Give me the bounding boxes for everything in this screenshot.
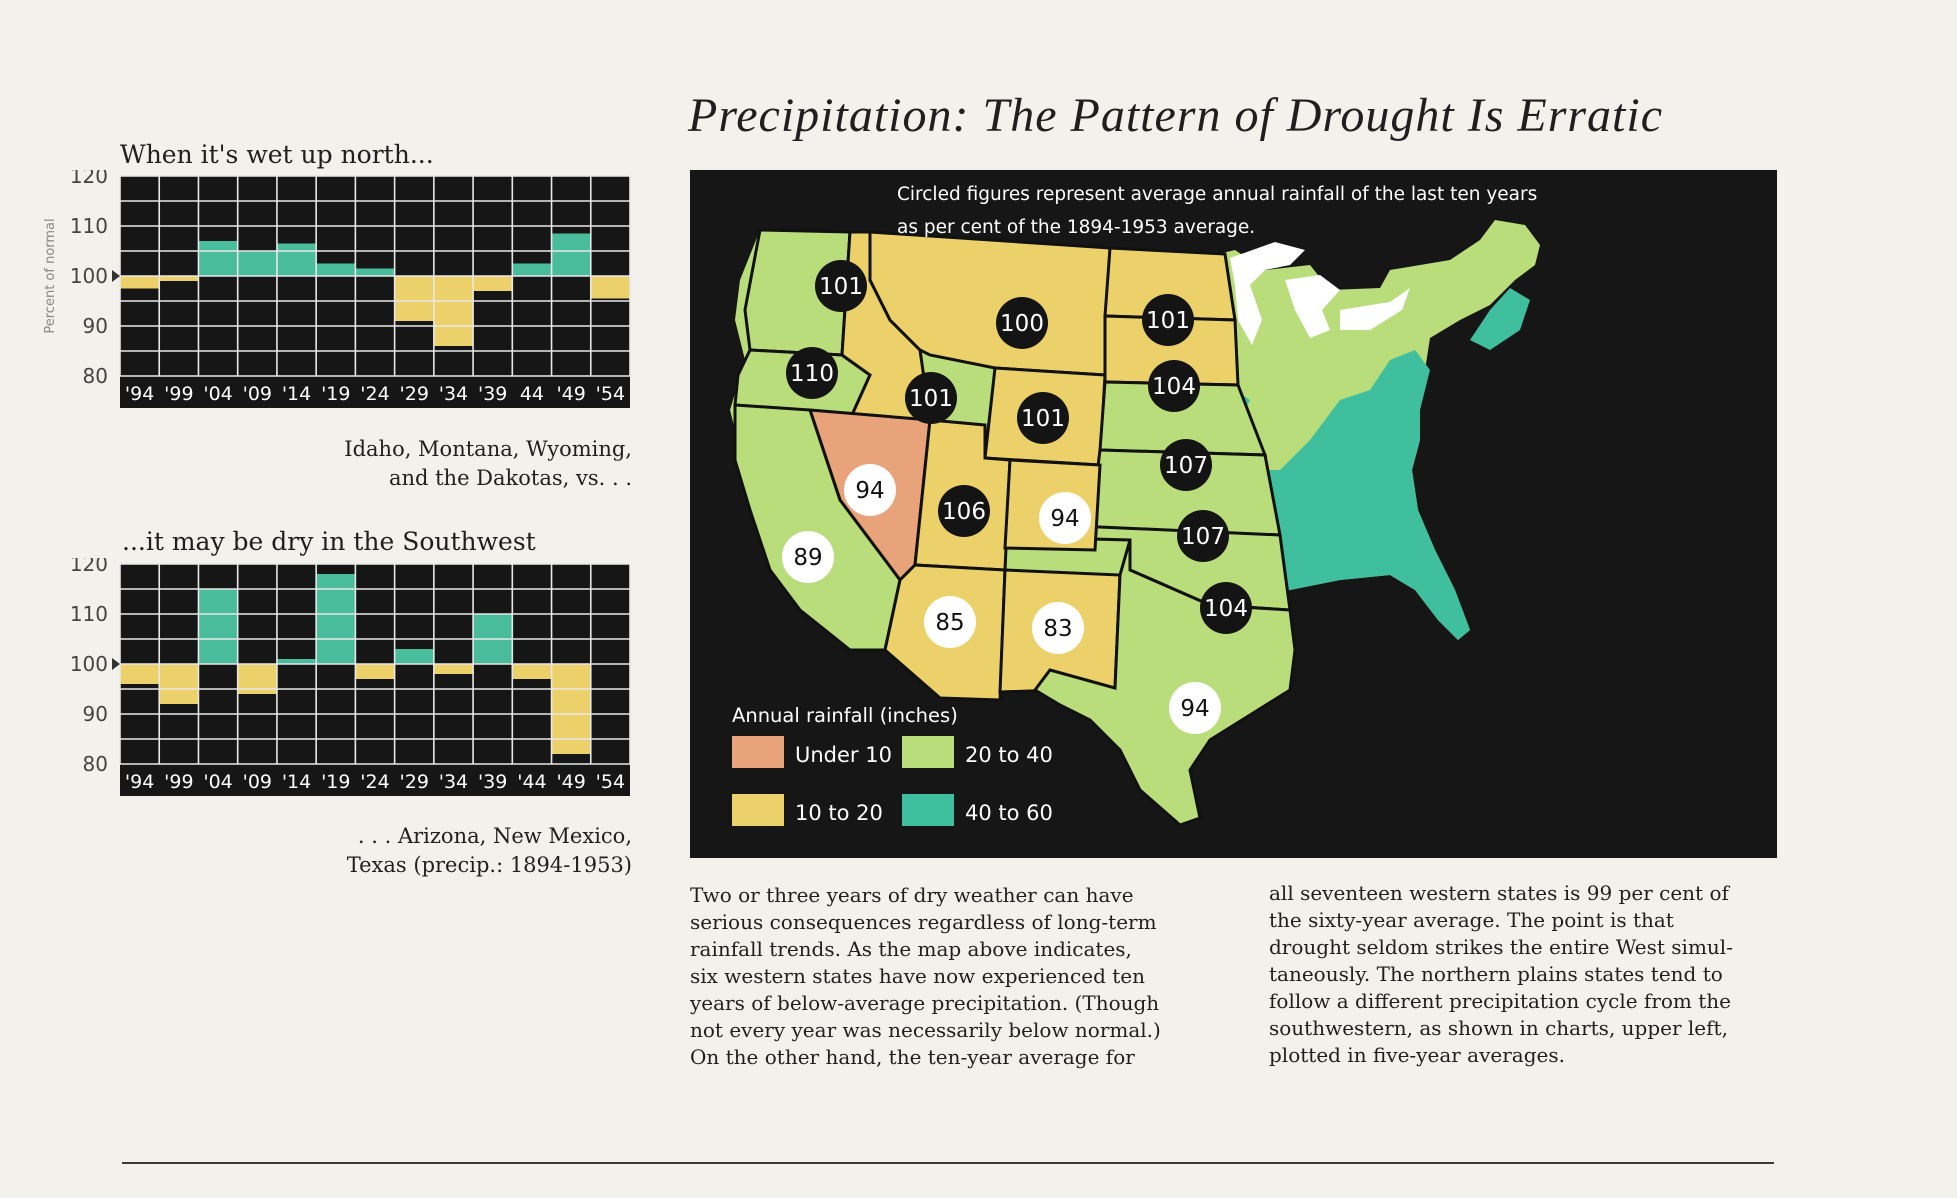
legend-swatch-20-40 — [902, 736, 954, 768]
chart-bar — [434, 276, 473, 346]
rainfall-map — [690, 170, 1777, 858]
legend-label-20-40: 20 to 40 — [965, 743, 1053, 767]
chart-southwest — [30, 558, 640, 820]
chart-y-tick-label: 80 — [82, 752, 108, 776]
chart-bar — [277, 244, 316, 277]
chart-x-tick-label: '14 — [281, 771, 312, 793]
chart-x-tick-label: '39 — [477, 771, 508, 793]
chart-x-tick-label: 44 — [519, 383, 545, 405]
legend-swatch-under-10 — [732, 736, 784, 768]
state-value-label: 94 — [855, 478, 885, 504]
legend-swatch-10-20 — [732, 794, 784, 826]
chart-bar — [238, 251, 277, 276]
chart-bar — [512, 264, 551, 277]
legend-title: Annual rainfall (inches) — [732, 704, 958, 727]
state-value-label: 107 — [1181, 524, 1225, 550]
map-note-line: Circled figures represent average annual rainfall of the last ten years — [897, 184, 1538, 205]
chart-x-tick-label: '99 — [164, 383, 194, 405]
chart-bar — [120, 276, 159, 289]
chart-y-tick-label: 80 — [82, 364, 108, 388]
body-line: plotted in five-year averages. — [1269, 1043, 1565, 1067]
chart-y-tick-label: 120 — [69, 558, 108, 576]
body-column-right — [1269, 880, 1783, 1069]
chart-north — [30, 170, 640, 430]
chart-x-tick-label: '54 — [595, 771, 626, 793]
body-line: On the other hand, the ten-year average for — [690, 1045, 1135, 1069]
chart-bar — [198, 589, 237, 664]
chart-1-heading: When it's wet up north... — [120, 140, 434, 169]
chart-bar — [591, 276, 630, 299]
body-line: years of below-average precipitation. (Though — [690, 991, 1160, 1015]
chart-1-caption — [344, 435, 632, 493]
legend-swatch-40-60 — [902, 794, 954, 826]
state-value-label: 83 — [1043, 616, 1073, 642]
body-line: Two or three years of dry weather can have — [690, 883, 1134, 907]
chart-x-tick-label: '24 — [360, 383, 390, 405]
chart-x-tick-label: '04 — [203, 383, 233, 405]
map-note-line: as per cent of the 1894-1953 average. — [897, 217, 1256, 238]
chart-x-tick-label: '34 — [438, 383, 469, 405]
legend-label-10-20: 10 to 20 — [795, 801, 883, 825]
chart-bar — [512, 664, 551, 679]
body-line: rainfall trends. As the map above indicates, — [690, 937, 1132, 961]
chart-1-caption-line: and the Dakotas, vs. . . — [388, 466, 632, 490]
baseline-marker-icon — [112, 270, 120, 282]
chart-bar — [316, 574, 355, 664]
body-line: not every year was necessarily below normal.) — [690, 1018, 1161, 1042]
chart-2-caption — [347, 822, 632, 880]
state-value-label: 101 — [909, 386, 953, 412]
chart-bar — [395, 276, 434, 321]
state-value-label: 101 — [1021, 406, 1065, 432]
state-value-label: 85 — [935, 610, 965, 636]
chart-x-tick-label: '29 — [399, 771, 429, 793]
chart-2-heading: ...it may be dry in the Southwest — [122, 527, 536, 556]
chart-x-tick-label: '09 — [242, 771, 273, 793]
chart-x-tick-label: '09 — [242, 383, 273, 405]
chart-x-tick-label: '19 — [321, 771, 351, 793]
chart-1-caption-line: Idaho, Montana, Wyoming, — [344, 437, 632, 461]
chart-bar — [355, 664, 394, 679]
state-value-label: 104 — [1152, 374, 1196, 400]
body-column-left — [690, 882, 1202, 1071]
chart-2-caption-line: Texas (precip.: 1894-1953) — [346, 853, 632, 877]
chart-x-tick-label: '49 — [556, 383, 586, 405]
bottom-rule — [122, 1162, 1774, 1164]
chart-x-tick-label: '94 — [124, 771, 155, 793]
chart-x-tick-label: '54 — [595, 383, 626, 405]
chart-2-caption-line: . . . Arizona, New Mexico, — [357, 824, 632, 848]
chart-x-tick-label: '19 — [321, 383, 351, 405]
page-title: Precipitation: The Pattern of Drought Is Erratic — [688, 89, 1664, 142]
chart-bar — [198, 241, 237, 276]
state-value-label: 100 — [1000, 311, 1044, 337]
state-value-label: 94 — [1180, 696, 1210, 722]
body-line: drought seldom strikes the entire West simul- — [1269, 935, 1733, 959]
state-value-label: 101 — [819, 274, 863, 300]
chart-y-tick-label: 90 — [82, 702, 108, 726]
chart-bar — [395, 649, 434, 664]
chart-x-tick-label: '99 — [164, 771, 194, 793]
body-line: follow a different precipitation cycle from the — [1269, 989, 1731, 1013]
chart-y-axis-label: Percent of normal — [43, 218, 58, 334]
chart-bar — [552, 234, 591, 277]
chart-y-tick-label: 100 — [69, 264, 108, 288]
chart-x-tick-label: '24 — [360, 771, 390, 793]
chart-bar — [434, 664, 473, 674]
chart-bar — [355, 269, 394, 277]
chart-x-tick-label: '44 — [517, 771, 547, 793]
chart-plot-background — [120, 176, 630, 408]
chart-y-tick-label: 90 — [82, 314, 108, 338]
chart-y-tick-label: 110 — [69, 602, 108, 626]
chart-x-tick-label: '49 — [556, 771, 586, 793]
state-value-label: 106 — [942, 499, 986, 525]
baseline-marker-icon — [112, 658, 120, 670]
chart-x-tick-label: '34 — [438, 771, 469, 793]
chart-x-tick-label: '94 — [124, 383, 155, 405]
body-line: southwestern, as shown in charts, upper left, — [1269, 1016, 1728, 1040]
chart-bar — [120, 664, 159, 684]
chart-x-tick-label: '04 — [203, 771, 233, 793]
state-value-label: 89 — [793, 545, 823, 571]
us-map-svg — [690, 170, 1777, 858]
body-line: six western states have now experienced ten — [690, 964, 1145, 988]
chart-bar — [552, 664, 591, 754]
chart-bar — [473, 276, 512, 291]
chart-bar — [159, 664, 198, 704]
state-value-label: 94 — [1050, 506, 1080, 532]
chart-x-tick-label: '14 — [281, 383, 312, 405]
state-value-label: 101 — [1146, 308, 1190, 334]
body-line: taneously. The northern plains states tend to — [1269, 962, 1723, 986]
chart-bar — [316, 264, 355, 277]
chart-y-tick-label: 120 — [69, 170, 108, 188]
state-value-label: 110 — [790, 361, 834, 387]
chart-x-tick-label: '29 — [399, 383, 429, 405]
legend-label-under-10: Under 10 — [795, 743, 892, 767]
body-line: all seventeen western states is 99 per cent of — [1269, 881, 1729, 905]
body-line: serious consequences regardless of long-term — [690, 910, 1157, 934]
chart-y-tick-label: 110 — [69, 214, 108, 238]
chart-y-tick-label: 100 — [69, 652, 108, 676]
legend-label-40-60: 40 to 60 — [965, 801, 1053, 825]
state-value-label: 107 — [1164, 453, 1208, 479]
chart-x-tick-label: '39 — [477, 383, 508, 405]
body-line: the sixty-year average. The point is that — [1269, 908, 1674, 932]
state-value-label: 104 — [1204, 596, 1248, 622]
